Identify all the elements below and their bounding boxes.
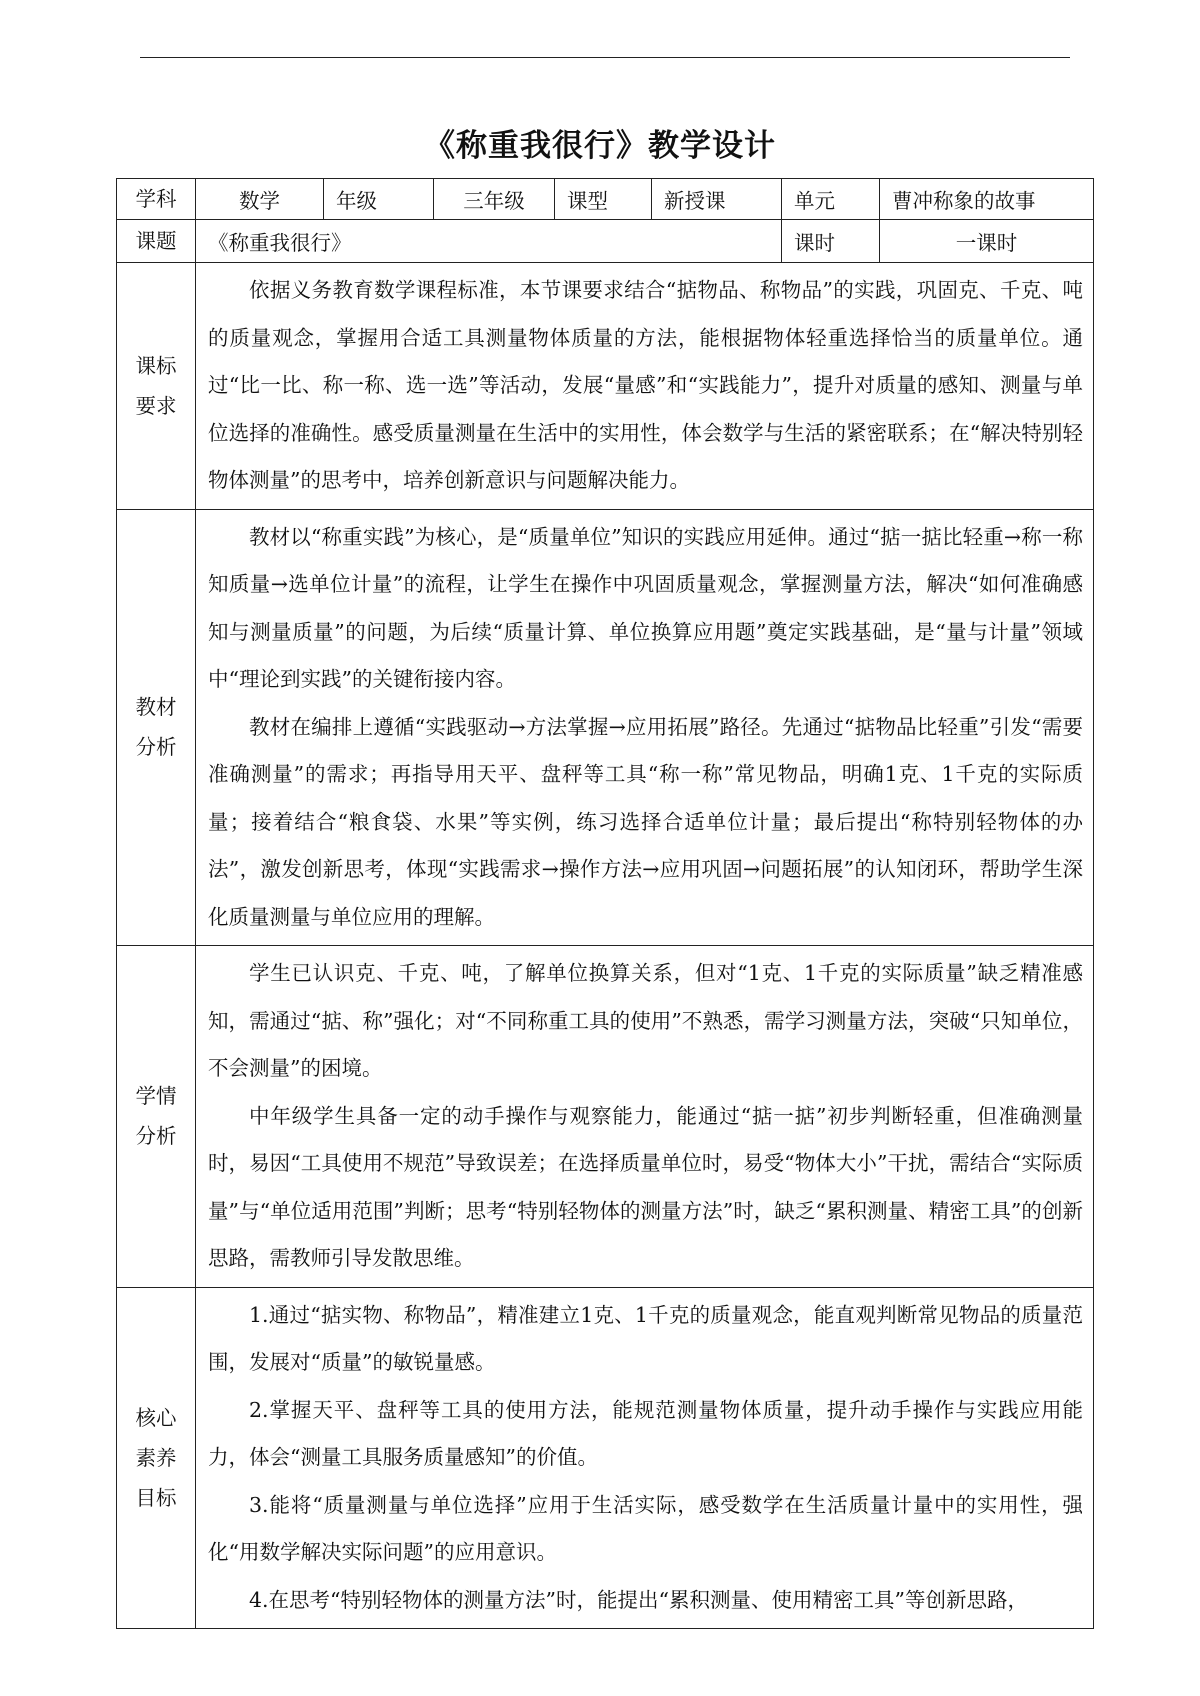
unit-value: 曹冲称象的故事: [880, 179, 1094, 220]
materials-paragraph: 教材以“称重实践”为核心，是“质量单位”知识的实践应用延伸。通过“掂一掂比轻重→称一称知质量→选单位计量”的流程，让学生在操作中巩固质量观念，掌握测量方法，解决“如何准确感知与测量质量”的问题，为后续“质量计算、单位换算应用题”奠定实践基础，是“量与计量”领域中“理论到实践”的关键衔接内容。: [208, 524, 1083, 691]
subject-value: 数学: [196, 179, 324, 220]
goal-item: 3.能将“质量测量与单位选择”应用于生活实际，感受数学在生活质量计量中的实用性，强化“用数学解决实际问题”的应用意识。: [208, 1492, 1083, 1564]
goals-row: [117, 1287, 1094, 1629]
goal-item: 4.在思考“特别轻物体的测量方法”时，能提出“累积测量、使用精密工具”等创新思路，: [249, 1587, 1028, 1612]
goals-content: [196, 1287, 1094, 1629]
learners-row: [117, 946, 1094, 1288]
standards-content: [196, 263, 1094, 510]
grade-label: 年级: [324, 179, 434, 220]
lesson-plan-table: [116, 178, 1094, 1629]
header-row-1: [117, 179, 1094, 220]
materials-row: [117, 509, 1094, 946]
period-value: 一课时: [880, 220, 1094, 263]
goals-label: 核心 素养 目标: [117, 1287, 196, 1629]
header-row-2: [117, 220, 1094, 263]
materials-label: 教材 分析: [117, 509, 196, 946]
learners-paragraph: 中年级学生具备一定的动手操作与观察能力，能通过“掂一掂”初步判断轻重，但准确测量时，易因“工具使用不规范”导致误差；在选择质量单位时，易受“物体大小”干扰，需结合“实际质量”与“单位适用范围”判断；思考“特别轻物体的测量方法”时，缺乏“累积测量、精密工具”的创新思路，需教师引导发散思维。: [208, 1103, 1083, 1270]
standards-label: 课标 要求: [117, 263, 196, 510]
standards-paragraph: 依据义务教育数学课程标准，本节课要求结合“掂物品、称物品”的实践，巩固克、千克、吨的质量观念，掌握用合适工具测量物体质量的方法，能根据物体轻重选择恰当的质量单位。通过“比一比、称一称、选一选”等活动，发展“量感”和“实践能力”，提升对质量的感知、测量与单位选择的准确性。感受质量测量在生活中的实用性，体会数学与生活的紧密联系；在“解决特别轻物体测量”的思考中，培养创新意识与问题解决能力。: [208, 278, 1083, 492]
learners-paragraph: 学生已认识克、千克、吨，了解单位换算关系，但对“1克、1千克的实际质量”缺乏精准感知，需通过“掂、称”强化；对“不同称重工具的使用”不熟悉，需学习测量方法，突破“只知单位，不会测量”的困境。: [208, 961, 1083, 1080]
grade-value: 三年级: [434, 179, 555, 220]
topic-value: 《称重我很行》: [196, 220, 782, 263]
goal-item: 1.通过“掂实物、称物品”，精准建立1克、1千克的质量观念，能直观判断常见物品的质量范围，发展对“质量”的敏锐量感。: [208, 1302, 1083, 1374]
learners-label: 学情 分析: [117, 946, 196, 1288]
page-title: 《称重我很行》教学设计: [424, 128, 776, 164]
type-value: 新授课: [652, 179, 782, 220]
type-label: 课型: [555, 179, 652, 220]
period-label: 课时: [782, 220, 880, 263]
goal-item: 2.掌握天平、盘秤等工具的使用方法，能规范测量物体质量，提升动手操作与实践应用能力，体会“测量工具服务质量感知”的价值。: [208, 1397, 1083, 1469]
standards-row: [117, 263, 1094, 510]
subject-label: 学科: [117, 179, 196, 220]
materials-paragraph: 教材在编排上遵循“实践驱动→方法掌握→应用拓展”路径。先通过“掂物品比轻重”引发“需要准确测量”的需求；再指导用天平、盘秤等工具“称一称”常见物品，明确1克、1千克的实际质量；接着结合“粮食袋、水果”等实例，练习选择合适单位计量；最后提出“称特别轻物体的办法”，激发创新思考，体现“实践需求→操作方法→应用巩固→问题拓展”的认知闭环，帮助学生深化质量测量与单位应用的理解。: [208, 714, 1083, 929]
learners-content: [196, 946, 1094, 1288]
unit-label: 单元: [782, 179, 880, 220]
materials-content: [196, 509, 1094, 946]
topic-label: 课题: [117, 220, 196, 263]
header-rule: [140, 57, 1070, 58]
